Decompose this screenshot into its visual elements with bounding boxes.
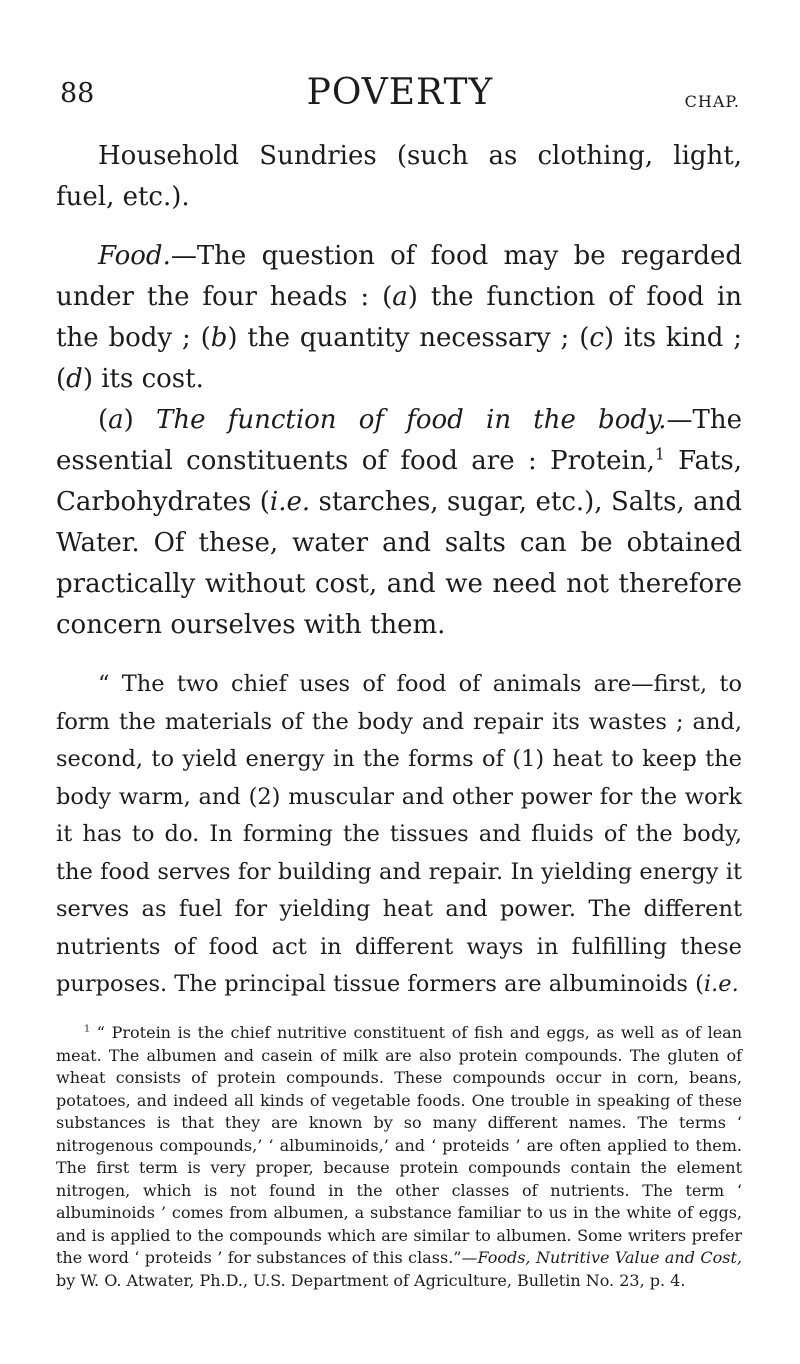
paragraph-food: Food.—The question of food may be regarded under the four heads : (a) the function of food in the body ; (b) the quantity necessary ; (c) its kind ; (d) its cost. xyxy=(56,241,743,394)
running-title: POVERTY xyxy=(306,72,494,113)
footnote-source-title: Foods, Nutritive Value and Cost, xyxy=(477,1248,742,1267)
paragraph-function-of-food: (a) The function of food in the body.—The essential constituents of food are : Protein,$^1$ Fats, Carbohydrates (i.e. starches, sugar, etc.), Salts, and Water. Of these, water and salts can be obtained practically without cost, and we need not therefore concern ourselves with them. xyxy=(56,405,743,640)
paragraph-household-sundries: Household Sundries (such as clothing, light, fuel, etc.). xyxy=(56,141,742,212)
footnote: $^1$ “ Protein is the chief nutritive constituent of fish and eggs, as well as of lean meat. The albumen and casein of milk are also protein compounds. The gluten of wheat consists of protein compounds. These compounds occur in corn, beans, potatoes, and indeed all kinds of vegetable foods. One trouble in speaking of these substances is that they are known by so many different names. The terms ‘ nitrogenous compounds,’ ‘ albuminoids,’ and ‘ proteids ’ are often applied to them. The first term is very proper, because protein compounds contain the element nitrogen, which is not found in the other classes of nutrients. The term ‘ albuminoids ’ comes from albumen, a substance familiar to us in the white of eggs, and is applied to the compounds which are similar to albumen. Some writers prefer the word ‘ proteids ’ for substances of this class.”—Foods, Nutritive Value and Cost, by W. O. Atwater, Ph.D., U.S. Department of Agriculture, Bulletin No. 23, p. 4. xyxy=(56,1023,742,1290)
main-text xyxy=(56,136,742,1004)
footnote-marker: 1 xyxy=(84,1023,91,1035)
paragraph-quotation: “ The two chief uses of food of animals are—first, to form the materials of the body and repair its wastes ; and, second, to yield energy in the forms of (1) heat to keep the body warm, and (2) muscular and other power for the work it has to do. In forming the tissues and fluids of the body, the food serves for building and repair. In yielding energy it serves as fuel for yielding heat and power. The different nutrients of food act in different ways in fulfilling these purposes. The principal tissue formers are albuminoids (i.e. xyxy=(56,671,742,997)
page-header xyxy=(60,72,740,122)
food-heading: Food. xyxy=(98,241,171,271)
footnote-reference[interactable]: 1 xyxy=(654,445,665,464)
page-number: 88 xyxy=(60,78,95,109)
function-heading: The function of food in the body. xyxy=(156,405,667,435)
chapter-label: CHAP. xyxy=(684,92,740,111)
